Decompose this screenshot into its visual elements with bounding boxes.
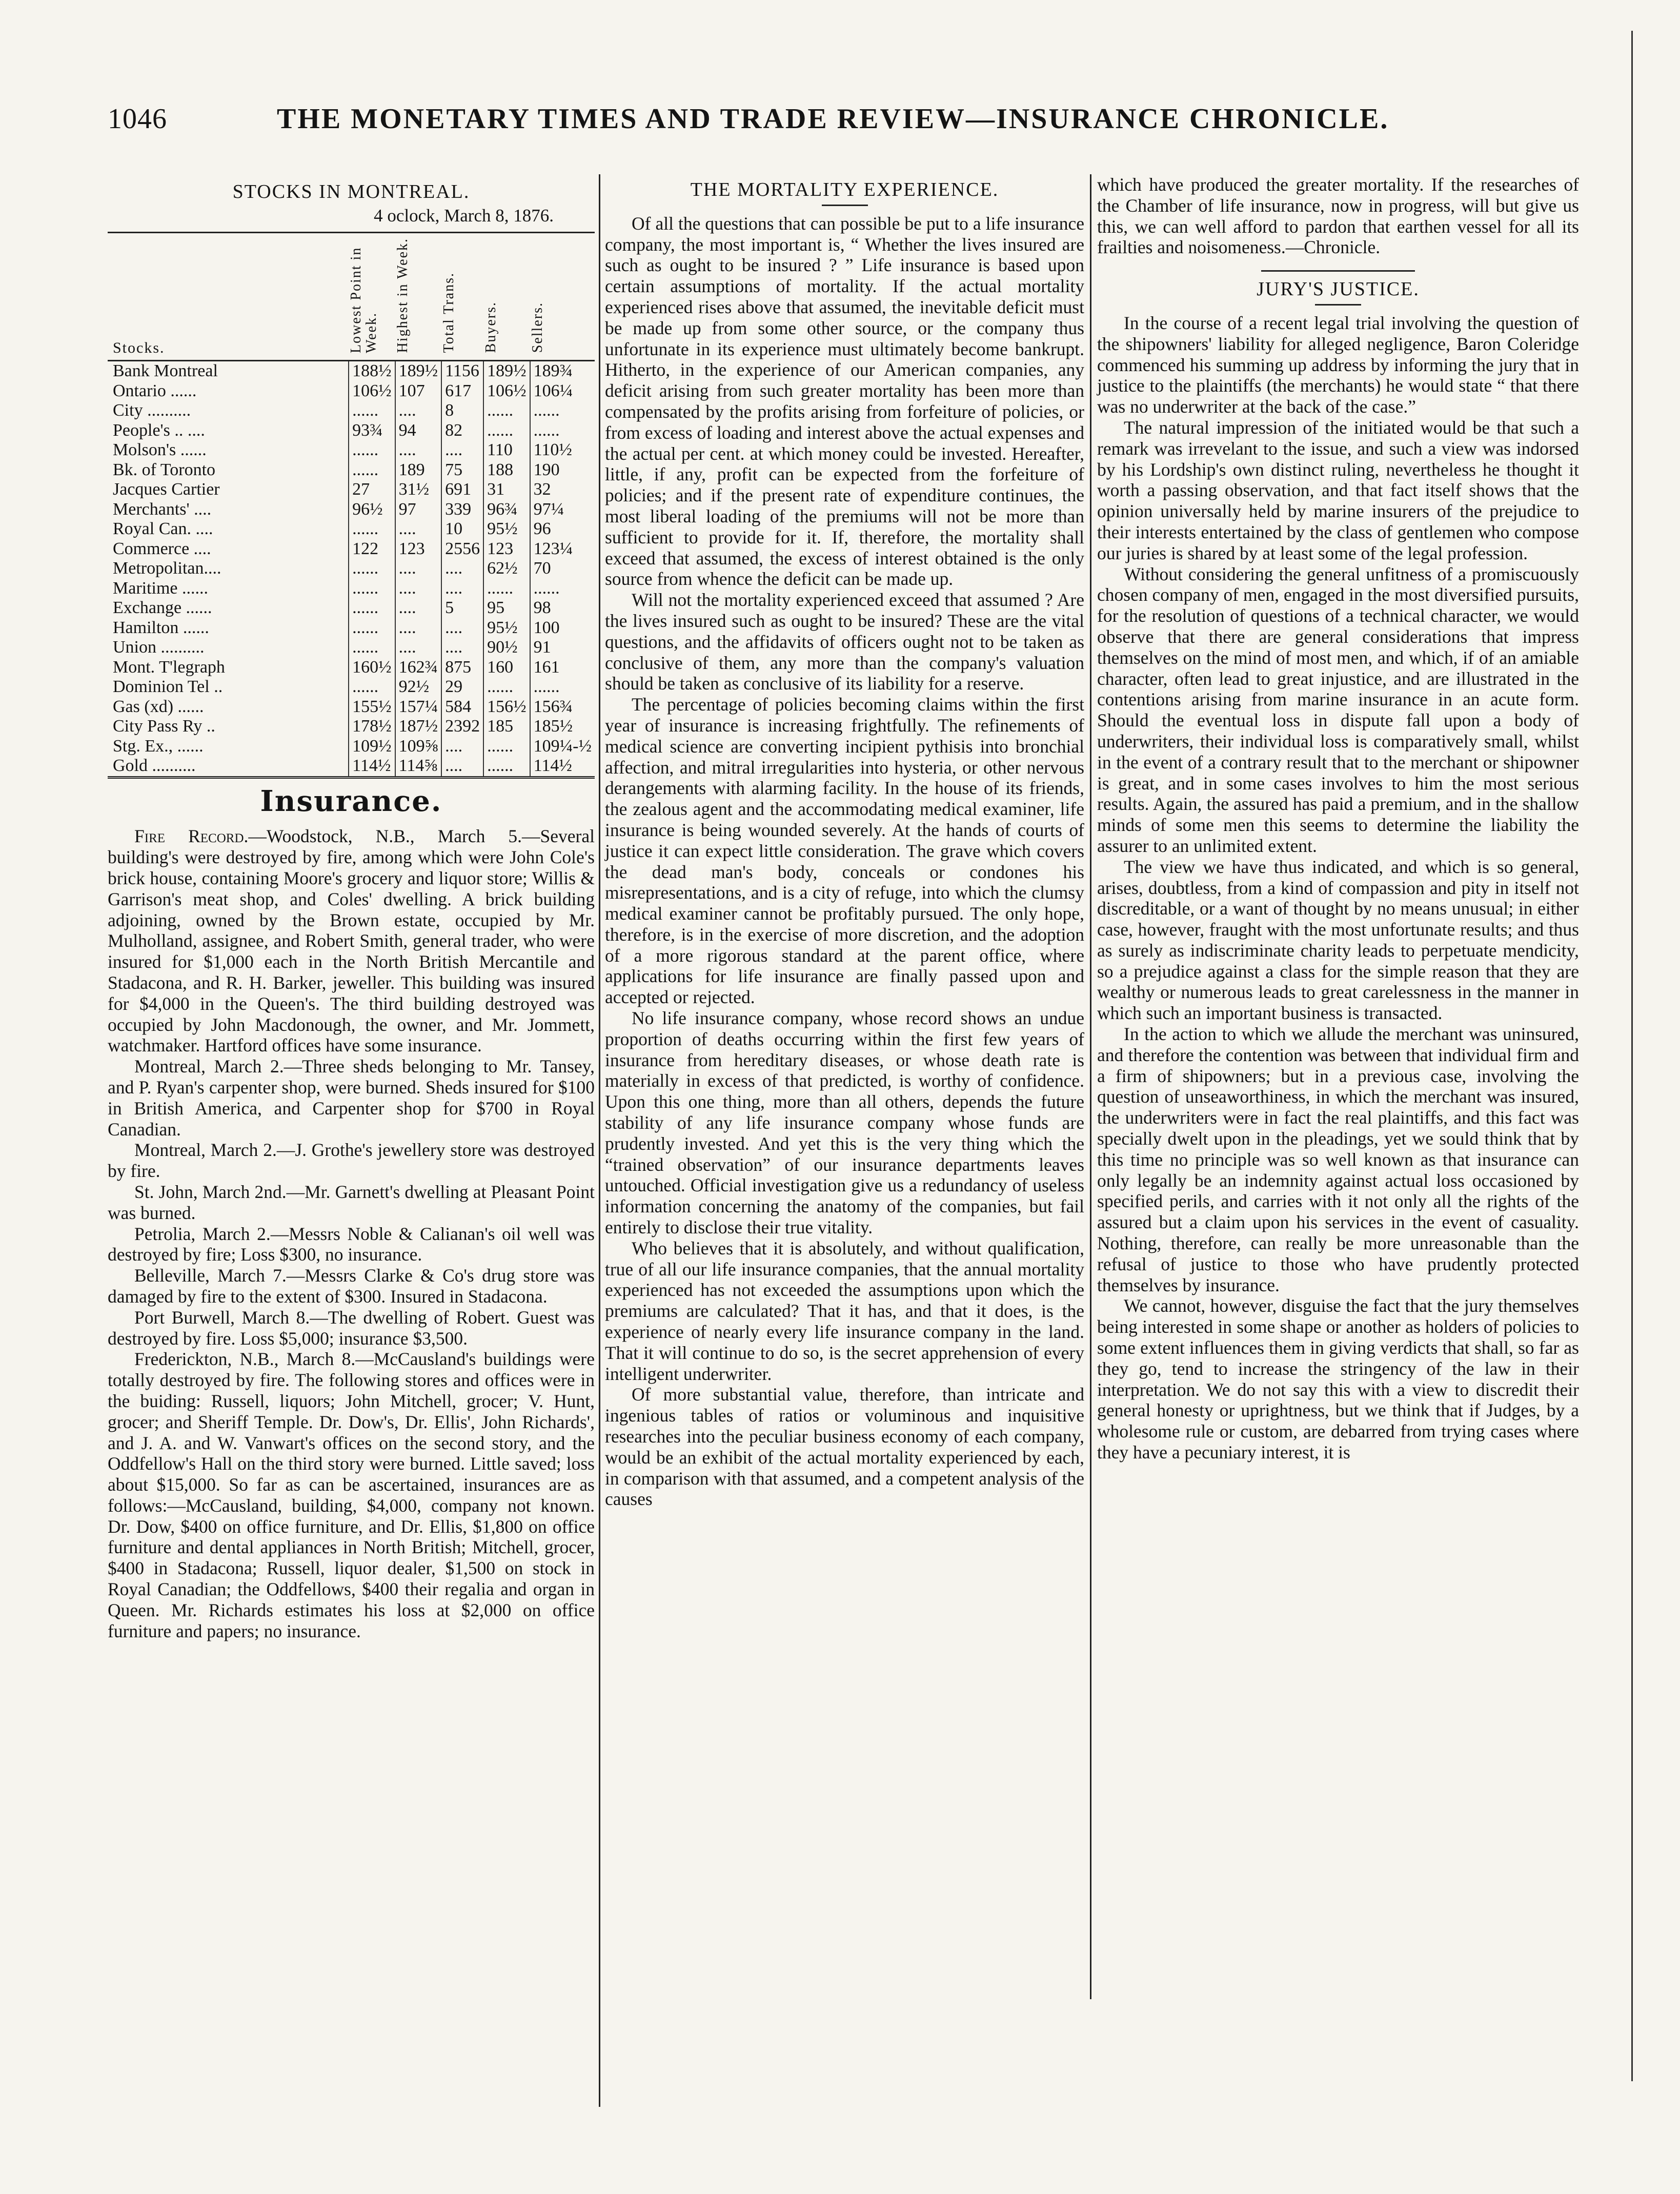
stock-name-cell: Hamilton ...... bbox=[113, 618, 209, 637]
stock-value-cell: 110½ bbox=[530, 440, 595, 460]
stock-value-cell: ...... bbox=[483, 421, 530, 441]
stock-value-cell: 93¾ bbox=[349, 421, 395, 441]
stock-value-cell: 32 bbox=[530, 480, 595, 500]
stock-value-cell: 178½ bbox=[349, 717, 395, 737]
stock-value-cell: ...... bbox=[483, 401, 530, 421]
stock-value-cell: 95 bbox=[483, 598, 530, 618]
stock-value-cell: 109½ bbox=[349, 737, 395, 757]
stock-value-cell: 1156 bbox=[441, 361, 483, 381]
stock-name-cell: Jacques Cartier bbox=[113, 480, 220, 499]
stock-name-cell: Bk. of Toronto bbox=[113, 460, 216, 479]
stock-value-cell: 97¼ bbox=[530, 500, 595, 520]
col-sellers: Sellers. bbox=[530, 232, 595, 361]
stock-value-cell: ...... bbox=[349, 460, 395, 480]
stock-value-cell: 95½ bbox=[483, 519, 530, 539]
stock-value-cell: 100 bbox=[530, 618, 595, 638]
insurance-paragraph: St. John, March 2nd.—Mr. Garnett's dwelling at Pleasant Point was burned. bbox=[108, 1181, 595, 1223]
jury-paragraph: The view we have thus indicated, and which is so general, arises, doubtless, from a kind of compassion and pity in itself not discreditable, or a want of thought by no means unusual; in either case, however, fraught with the most unfortunate results; and thus as surely as indiscriminate charity leads to perpetuate mendicity, so a prejudice against a class for the simple reason that they are wealthy or numerous leads to great carelessness in the manner in which such an important business is transacted. bbox=[1097, 856, 1579, 1024]
col-total: Total Trans. bbox=[441, 232, 483, 361]
stock-value-cell: 162¾ bbox=[395, 658, 442, 678]
stock-row bbox=[108, 756, 595, 777]
stock-value-cell: 339 bbox=[441, 500, 483, 520]
stock-value-cell: 95½ bbox=[483, 618, 530, 638]
stock-value-cell: 114⅝ bbox=[395, 756, 442, 777]
stock-value-cell: 106½ bbox=[349, 381, 395, 401]
mortality-paragraph: Who believes that it is absolutely, and without qualification, true of all our life insurance companies, that the annual mortality experienced has not exceeded the assumptions upon which the premiums are calculated? That it has, and that it does, is the experience of nearly every life insurance company in the land. That it will continue to do so, is the secret apprehension of every intelligent underwriter. bbox=[605, 1237, 1084, 1384]
jury-heading: JURY'S JUSTICE. bbox=[1257, 278, 1420, 300]
insurance-heading: Insurance. bbox=[260, 784, 442, 818]
stock-row bbox=[108, 421, 595, 441]
stock-name-cell: Molson's ...... bbox=[113, 440, 207, 460]
stock-value-cell: 31½ bbox=[395, 480, 442, 500]
stock-value-cell: ...... bbox=[349, 598, 395, 618]
stock-value-cell: 123 bbox=[395, 539, 442, 559]
stock-row bbox=[108, 500, 595, 520]
stock-value-cell: ...... bbox=[530, 579, 595, 599]
stock-row bbox=[108, 658, 595, 678]
stock-name-cell: Exchange ...... bbox=[113, 598, 212, 618]
stock-name-cell: Maritime ...... bbox=[113, 578, 209, 598]
stock-value-cell: .... bbox=[395, 559, 442, 579]
stock-row bbox=[108, 638, 595, 658]
stock-value-cell: 97 bbox=[395, 500, 442, 520]
insurance-paragraph: Frederickton, N.B., March 8.—McCausland's buildings were totally destroyed by fire. The following stores and offices were in the buiding: Russell, liquors; John Mitchell, grocer; V. Hunt, grocer; and Sheriff Temple. Dr. Dow's, Dr. Ellis', John Richards', and J. A. and W. Vanwart's offices on the second story, and the Oddfellow's Hall on the third story were burned. Little saved; loss about $15,000. So far as can be ascertained, insurances are as follows:—McCausland, building, $4,000, company not known. Dr. Dow, $400 on office furniture, and Dr. Ellis, $1,800 on office furniture and dental appliances in North British; Mitchell, grocer, $400 in Stadacona; Russell, liquor dealer, $1,500 on stock in Royal Canadian; the Oddfellows, $400 their regalia and organ in Queen. Mr. Richards estimates his loss at $2,000 on office furniture and papers; no insurance. bbox=[108, 1349, 595, 1641]
stock-row bbox=[108, 381, 595, 401]
stocks-body bbox=[108, 361, 595, 778]
stock-name-cell: Ontario ...... bbox=[113, 381, 197, 400]
stock-value-cell: 96 bbox=[530, 519, 595, 539]
stock-row bbox=[108, 579, 595, 599]
stock-value-cell: 106½ bbox=[483, 381, 530, 401]
stock-value-cell: .... bbox=[441, 756, 483, 777]
stock-value-cell: .... bbox=[395, 618, 442, 638]
section-rule bbox=[1261, 270, 1415, 272]
column-middle bbox=[605, 174, 1084, 2138]
stock-value-cell: 91 bbox=[530, 638, 595, 658]
stock-value-cell: 5 bbox=[441, 598, 483, 618]
heading-rule bbox=[822, 205, 868, 206]
stock-value-cell: 161 bbox=[530, 658, 595, 678]
stock-value-cell: 160 bbox=[483, 658, 530, 678]
insurance-paragraph: Port Burwell, March 8.—The dwelling of Robert. Guest was destroyed by fire. Loss $5,000; insurance $3,500. bbox=[108, 1307, 595, 1349]
stock-value-cell: 8 bbox=[441, 401, 483, 421]
stock-value-cell: 90½ bbox=[483, 638, 530, 658]
col-lowest: Lowest Point in Week. bbox=[349, 232, 395, 361]
stock-value-cell: 155½ bbox=[349, 697, 395, 717]
jury-paragraph: We cannot, however, disguise the fact that the jury themselves being interested in some shape or another as holders of policies to some extent influences them in giving verdicts that shall, so far as they go, tend to increase the stringency of the law in their interpretation. We do not say this with a view to discredit their general honesty or uprightness, but we think that if Judges, by a wholesome rule or custom, are debarred from trying cases where they have a pecuniary interest, it is bbox=[1097, 1295, 1579, 1463]
stock-value-cell: 189¾ bbox=[530, 361, 595, 381]
stock-value-cell: ...... bbox=[530, 421, 595, 441]
stock-value-cell: 2556 bbox=[441, 539, 483, 559]
col-buyers: Buyers. bbox=[483, 232, 530, 361]
insurance-paragraph: Belleville, March 7.—Messrs Clarke & Co's drug store was damaged by fire to the extent of $300. Insured in Stadacona. bbox=[108, 1265, 595, 1307]
col-stocks: Stocks. bbox=[108, 232, 349, 361]
stock-value-cell: 2392 bbox=[441, 717, 483, 737]
stock-row bbox=[108, 717, 595, 737]
stock-name-cell: Union .......... bbox=[113, 638, 205, 657]
stock-value-cell: ...... bbox=[530, 401, 595, 421]
stock-name-cell: Commerce .... bbox=[113, 539, 211, 558]
stock-name-cell: Merchants' .... bbox=[113, 499, 212, 519]
jury-paragraph: The natural impression of the initiated would be that such a remark was irrevelant to the issue, and such a view was indorsed by his Lordship's own distinct ruling, nevertheless he thought it worth a passing observation, and that fact itself shows that the opinion universally held by marine insurers of the prejudice to their interests entertained by the class of gentlemen who compose our juries is shared by at least some of the legal profession. bbox=[1097, 417, 1579, 563]
stock-value-cell: ...... bbox=[349, 618, 395, 638]
stock-value-cell: 123¼ bbox=[530, 539, 595, 559]
stock-value-cell: 185 bbox=[483, 717, 530, 737]
stock-value-cell: 82 bbox=[441, 421, 483, 441]
stock-value-cell: ...... bbox=[483, 677, 530, 697]
mortality-paragraph: The percentage of policies becoming claims within the first year of insurance is increasing frightfully. The refinements of medical science are converting incipient pythisis into bronchial affection, and mitral irregularities into hysteria, or other nervous derangements with alarming facility. In the house of its friends, the zealous agent and the accommodating medical examiner, life insurance is being wounded severely. At the hands of courts of justice it can expect little consideration. The grave which covers the dead man's body, conceals or condones his misrepresentations, and is a city of refuge, into which the clumsy medical examiner cannot be profitably pursued. The only hope, therefore, is in the exercise of more discretion, and the adoption of a more rigorous standard at the parent office, where applications for life insurance are finally passed upon and accepted or rejected. bbox=[605, 694, 1084, 1008]
stock-value-cell: 94 bbox=[395, 421, 442, 441]
stock-value-cell: 96½ bbox=[349, 500, 395, 520]
stock-value-cell: .... bbox=[395, 598, 442, 618]
stock-name-cell: Royal Can. .... bbox=[113, 519, 213, 539]
stock-value-cell: 190 bbox=[530, 460, 595, 480]
stock-value-cell: 617 bbox=[441, 381, 483, 401]
stock-value-cell: 189½ bbox=[483, 361, 530, 381]
stock-name-cell: Dominion Tel .. bbox=[113, 677, 223, 697]
stock-value-cell: 27 bbox=[349, 480, 395, 500]
stock-row bbox=[108, 440, 595, 460]
stock-value-cell: ...... bbox=[483, 756, 530, 777]
stock-row bbox=[108, 598, 595, 618]
stock-value-cell: 31 bbox=[483, 480, 530, 500]
stock-value-cell: .... bbox=[395, 519, 442, 539]
stock-value-cell: .... bbox=[441, 737, 483, 757]
stock-name-cell: People's .. .... bbox=[113, 420, 205, 440]
stock-value-cell: .... bbox=[395, 401, 442, 421]
stock-row bbox=[108, 618, 595, 638]
stock-row bbox=[108, 401, 595, 421]
stock-value-cell: ...... bbox=[349, 638, 395, 658]
stock-value-cell: .... bbox=[441, 440, 483, 460]
stock-row bbox=[108, 361, 595, 381]
stocks-title: STOCKS IN MONTREAL. bbox=[232, 181, 470, 202]
stock-value-cell: ...... bbox=[530, 677, 595, 697]
mortality-paragraph: Of more substantial value, therefore, than intricate and ingenious tables of ratios or voluminous and inquisitive researches into the peculiar business economy of each company, would be an exhibit of the actual mortality experienced by each, in comparison with that assumed, and a competent analysis of the causes bbox=[605, 1384, 1084, 1510]
mortality-paragraph: No life insurance company, whose record shows an undue proportion of deaths occurring within the first few years of insurance from hereditary diseases, or whose death rate is materially in excess of that predicted, is worthy of confidence. Upon this one thing, more than all others, depends the future stability of any life insurance company whose funds are prudently invested. And yet this is the very thing which the “trained observation” of our insurance departments leaves untouched. Official investigation give us a redundancy of useless information concerning the anatomy of the companies, but fail entirely to disclose their true vitality. bbox=[605, 1008, 1084, 1238]
page-edge-line bbox=[1631, 31, 1633, 2081]
stock-name-cell: Bank Montreal bbox=[113, 361, 218, 381]
stock-value-cell: ...... bbox=[349, 677, 395, 697]
stock-value-cell: 189 bbox=[395, 460, 442, 480]
stock-value-cell: 109¼-½ bbox=[530, 737, 595, 757]
page-number: 1046 bbox=[108, 103, 167, 135]
fire-record-paragraph bbox=[108, 826, 595, 1056]
stock-value-cell: 875 bbox=[441, 658, 483, 678]
stock-name-cell: City .......... bbox=[113, 401, 191, 420]
column-rule-1 bbox=[599, 174, 600, 2107]
jury-paragraph: Without considering the general unfitness of a promiscuously chosen company of men, engaged in the most diversified pursuits, for the resolution of questions of a technical character, we would observe that there are general considerations that impress themselves on the mind of most men, and which, if of an amiable character, often lead to great injustice, and are illustrated in the contentions arising from marine insurance in an acute form. Should the eventual loss in dispute fall upon a body of underwriters, their individual loss is comparatively small, whilst in the event of a contrary result that to the merchant or shipowner is great, and in some cases involves to him the most serious results. Again, the assured has paid a premium, and in the shallow minds of some men this seems to determine the liability the assurer to an unlimited extent. bbox=[1097, 563, 1579, 856]
stock-name-cell: Gold .......... bbox=[113, 756, 196, 776]
stock-value-cell: ...... bbox=[349, 440, 395, 460]
stock-value-cell: 188 bbox=[483, 460, 530, 480]
stock-row bbox=[108, 677, 595, 697]
fire-record-text: —Woodstock, N.B., March 5.—Several building's were destroyed by fire, among which were John Cole's brick house, containing Moore's grocery and liquor store; Willis & Garrison's meat shop, and Coles' dwelling. A brick building adjoining, owned by the Brown estate, occupied by Mr. Mulholland, assignee, and Robert Smith, general trader, who were insured for $1,000 each in the North British Mercantile and Stadacona, and R. H. Barker, jeweller. This building was insured for $4,000 in the Queen's. The third building destroyed was occupied by John Macdonough, the owner, and Mr. Jommett, watchmaker. Hartford offices have some insurance. bbox=[108, 826, 595, 1056]
stock-value-cell: ...... bbox=[349, 519, 395, 539]
stock-value-cell: 185½ bbox=[530, 717, 595, 737]
stock-value-cell: 107 bbox=[395, 381, 442, 401]
stock-value-cell: 188½ bbox=[349, 361, 395, 381]
stock-value-cell: 98 bbox=[530, 598, 595, 618]
masthead-title: THE MONETARY TIMES AND TRADE REVIEW—INSURANCE CHRONICLE. bbox=[277, 103, 1389, 135]
stock-value-cell: ...... bbox=[349, 559, 395, 579]
mortality-paragraph: Of all the questions that can possible be put to a life insurance company, the most important is, “ Whether the lives insured are such as ought to be insured ? ” Life insurance is based upon certain assumptions of mortality. If the actual mortality experienced rises above that assumed, the inevitable deficit must be made up from some other source, or the company thus unfortunate in its experience must ultimately become bankrupt. Hitherto, in the experience of our American companies, any deficit arising from such greater mortality has been more than compensated by the profits arising from forfeiture of policies, or from excess of loading and interest above the actual expenses and the actual per cent. at which money could be invested. Hereafter, little, if any, profit can be expected from the forfeiture of policies; and if the present rate of expenditure continues, the most liberal loading of the premiums will not be more than sufficient to provide for it. If, therefore, the mortality shall exceed that assumed, the excess of interest obtained is the only source from whence the deficit can be made up. bbox=[605, 213, 1084, 590]
stock-value-cell: .... bbox=[395, 579, 442, 599]
stock-value-cell: ...... bbox=[483, 737, 530, 757]
page-header bbox=[108, 103, 1400, 149]
stock-value-cell: .... bbox=[441, 638, 483, 658]
insurance-paragraph: Petrolia, March 2.—Messrs Noble & Calianan's oil well was destroyed by fire; Loss $300, no insurance. bbox=[108, 1223, 595, 1265]
stock-value-cell: 123 bbox=[483, 539, 530, 559]
stock-value-cell: 157¼ bbox=[395, 697, 442, 717]
stock-value-cell: 75 bbox=[441, 460, 483, 480]
stock-value-cell: 96¾ bbox=[483, 500, 530, 520]
stock-name-cell: Mont. T'legraph bbox=[113, 657, 225, 677]
stock-value-cell: 122 bbox=[349, 539, 395, 559]
mortality-heading: THE MORTALITY EXPERIENCE. bbox=[690, 179, 999, 200]
stock-value-cell: 29 bbox=[441, 677, 483, 697]
mortality-paragraph: Will not the mortality experienced exceed that assumed ? Are the lives insured such as ought to be insured? These are the vital questions, and the affidavits of officers ought not to be taken as conclusive of them, any more than the company's valuation should be taken as conclusive of its liability for a reserve. bbox=[605, 590, 1084, 694]
stock-value-cell: 189½ bbox=[395, 361, 442, 381]
stock-value-cell: 160½ bbox=[349, 658, 395, 678]
stock-value-cell: .... bbox=[441, 579, 483, 599]
stock-value-cell: 584 bbox=[441, 697, 483, 717]
jury-paragraph: In the action to which we allude the merchant was uninsured, and therefore the contention was between that individual firm and a firm of shipowners; but in a previous case, involving the question of unseaworthiness, in which the merchant was insured, the underwriters were in fact the real plaintiffs, and this fact was specially dwelt upon in the pleadings, yet we sould think that by this time no principle was so well known as that insurance can only legally be an indemnity against actual loss occasioned by specified perils, and carries with it not only all the rights of the assured but a claim upon his services in the event of casuality. Nothing, therefore, can really be more unreasonable than the refusal of justice to those who have prudently protected themselves by insurance. bbox=[1097, 1024, 1579, 1295]
stock-value-cell: .... bbox=[441, 559, 483, 579]
stock-name-cell: City Pass Ry .. bbox=[113, 717, 215, 736]
stock-value-cell: 156½ bbox=[483, 697, 530, 717]
heading-rule bbox=[1315, 304, 1361, 306]
stock-row bbox=[108, 697, 595, 717]
stock-row bbox=[108, 460, 595, 480]
fire-record-lead: Fire Record. bbox=[134, 826, 249, 847]
stock-value-cell: 114½ bbox=[349, 756, 395, 777]
column-rule-2 bbox=[1090, 174, 1091, 1999]
stock-value-cell: 187½ bbox=[395, 717, 442, 737]
stocks-table bbox=[108, 232, 595, 779]
stock-value-cell: 110 bbox=[483, 440, 530, 460]
column-right bbox=[1097, 174, 1579, 2138]
column-left bbox=[108, 174, 595, 2138]
stock-value-cell: .... bbox=[395, 440, 442, 460]
stock-row bbox=[108, 519, 595, 539]
stock-row bbox=[108, 539, 595, 559]
stock-value-cell: 691 bbox=[441, 480, 483, 500]
stock-name-cell: Stg. Ex., ...... bbox=[113, 736, 204, 756]
insurance-paragraph: Montreal, March 2.—Three sheds belonging to Mr. Tansey, and P. Ryan's carpenter shop, were burned. Sheds insured for $100 in British America, and Carpenter shop for $700 in Royal Canadian. bbox=[108, 1056, 595, 1140]
jury-paragraph: In the course of a recent legal trial involving the question of the shipowners' liability for alleged negligence, Baron Coleridge commenced his summing up address by informing the jury that in justice to the plaintiffs (the merchants) he would state “ that there was no underwriter at the back of the case.” bbox=[1097, 312, 1579, 417]
stocks-subtitle: 4 oclock, March 8, 1876. bbox=[374, 205, 554, 226]
col-highest: Highest in Week. bbox=[395, 232, 442, 361]
stocks-header-row bbox=[108, 232, 595, 361]
stock-name-cell: Metropolitan.... bbox=[113, 559, 221, 578]
stock-row bbox=[108, 559, 595, 579]
stock-row bbox=[108, 480, 595, 500]
insurance-paragraph: Montreal, March 2.—J. Grothe's jewellery store was destroyed by fire. bbox=[108, 1140, 595, 1182]
mortality-continued: which have produced the greater mortality. If the researches of the Chamber of life insurance, now in progress, will but give us this, we can well afford to pardon that earthen vessel for all its frailties and noisomeness.—Chronicle. bbox=[1097, 174, 1579, 258]
stock-value-cell: ...... bbox=[349, 401, 395, 421]
stock-name-cell: Gas (xd) ...... bbox=[113, 697, 204, 716]
stock-row bbox=[108, 737, 595, 757]
stock-value-cell: 62½ bbox=[483, 559, 530, 579]
stock-value-cell: .... bbox=[395, 638, 442, 658]
stock-value-cell: 70 bbox=[530, 559, 595, 579]
stock-value-cell: ...... bbox=[349, 579, 395, 599]
stock-value-cell: 114½ bbox=[530, 756, 595, 777]
stock-value-cell: .... bbox=[441, 618, 483, 638]
stock-value-cell: 106¼ bbox=[530, 381, 595, 401]
stock-value-cell: 10 bbox=[441, 519, 483, 539]
stock-value-cell: 92½ bbox=[395, 677, 442, 697]
stock-value-cell: 109⅝ bbox=[395, 737, 442, 757]
stock-value-cell: 156¾ bbox=[530, 697, 595, 717]
stock-value-cell: ...... bbox=[483, 579, 530, 599]
